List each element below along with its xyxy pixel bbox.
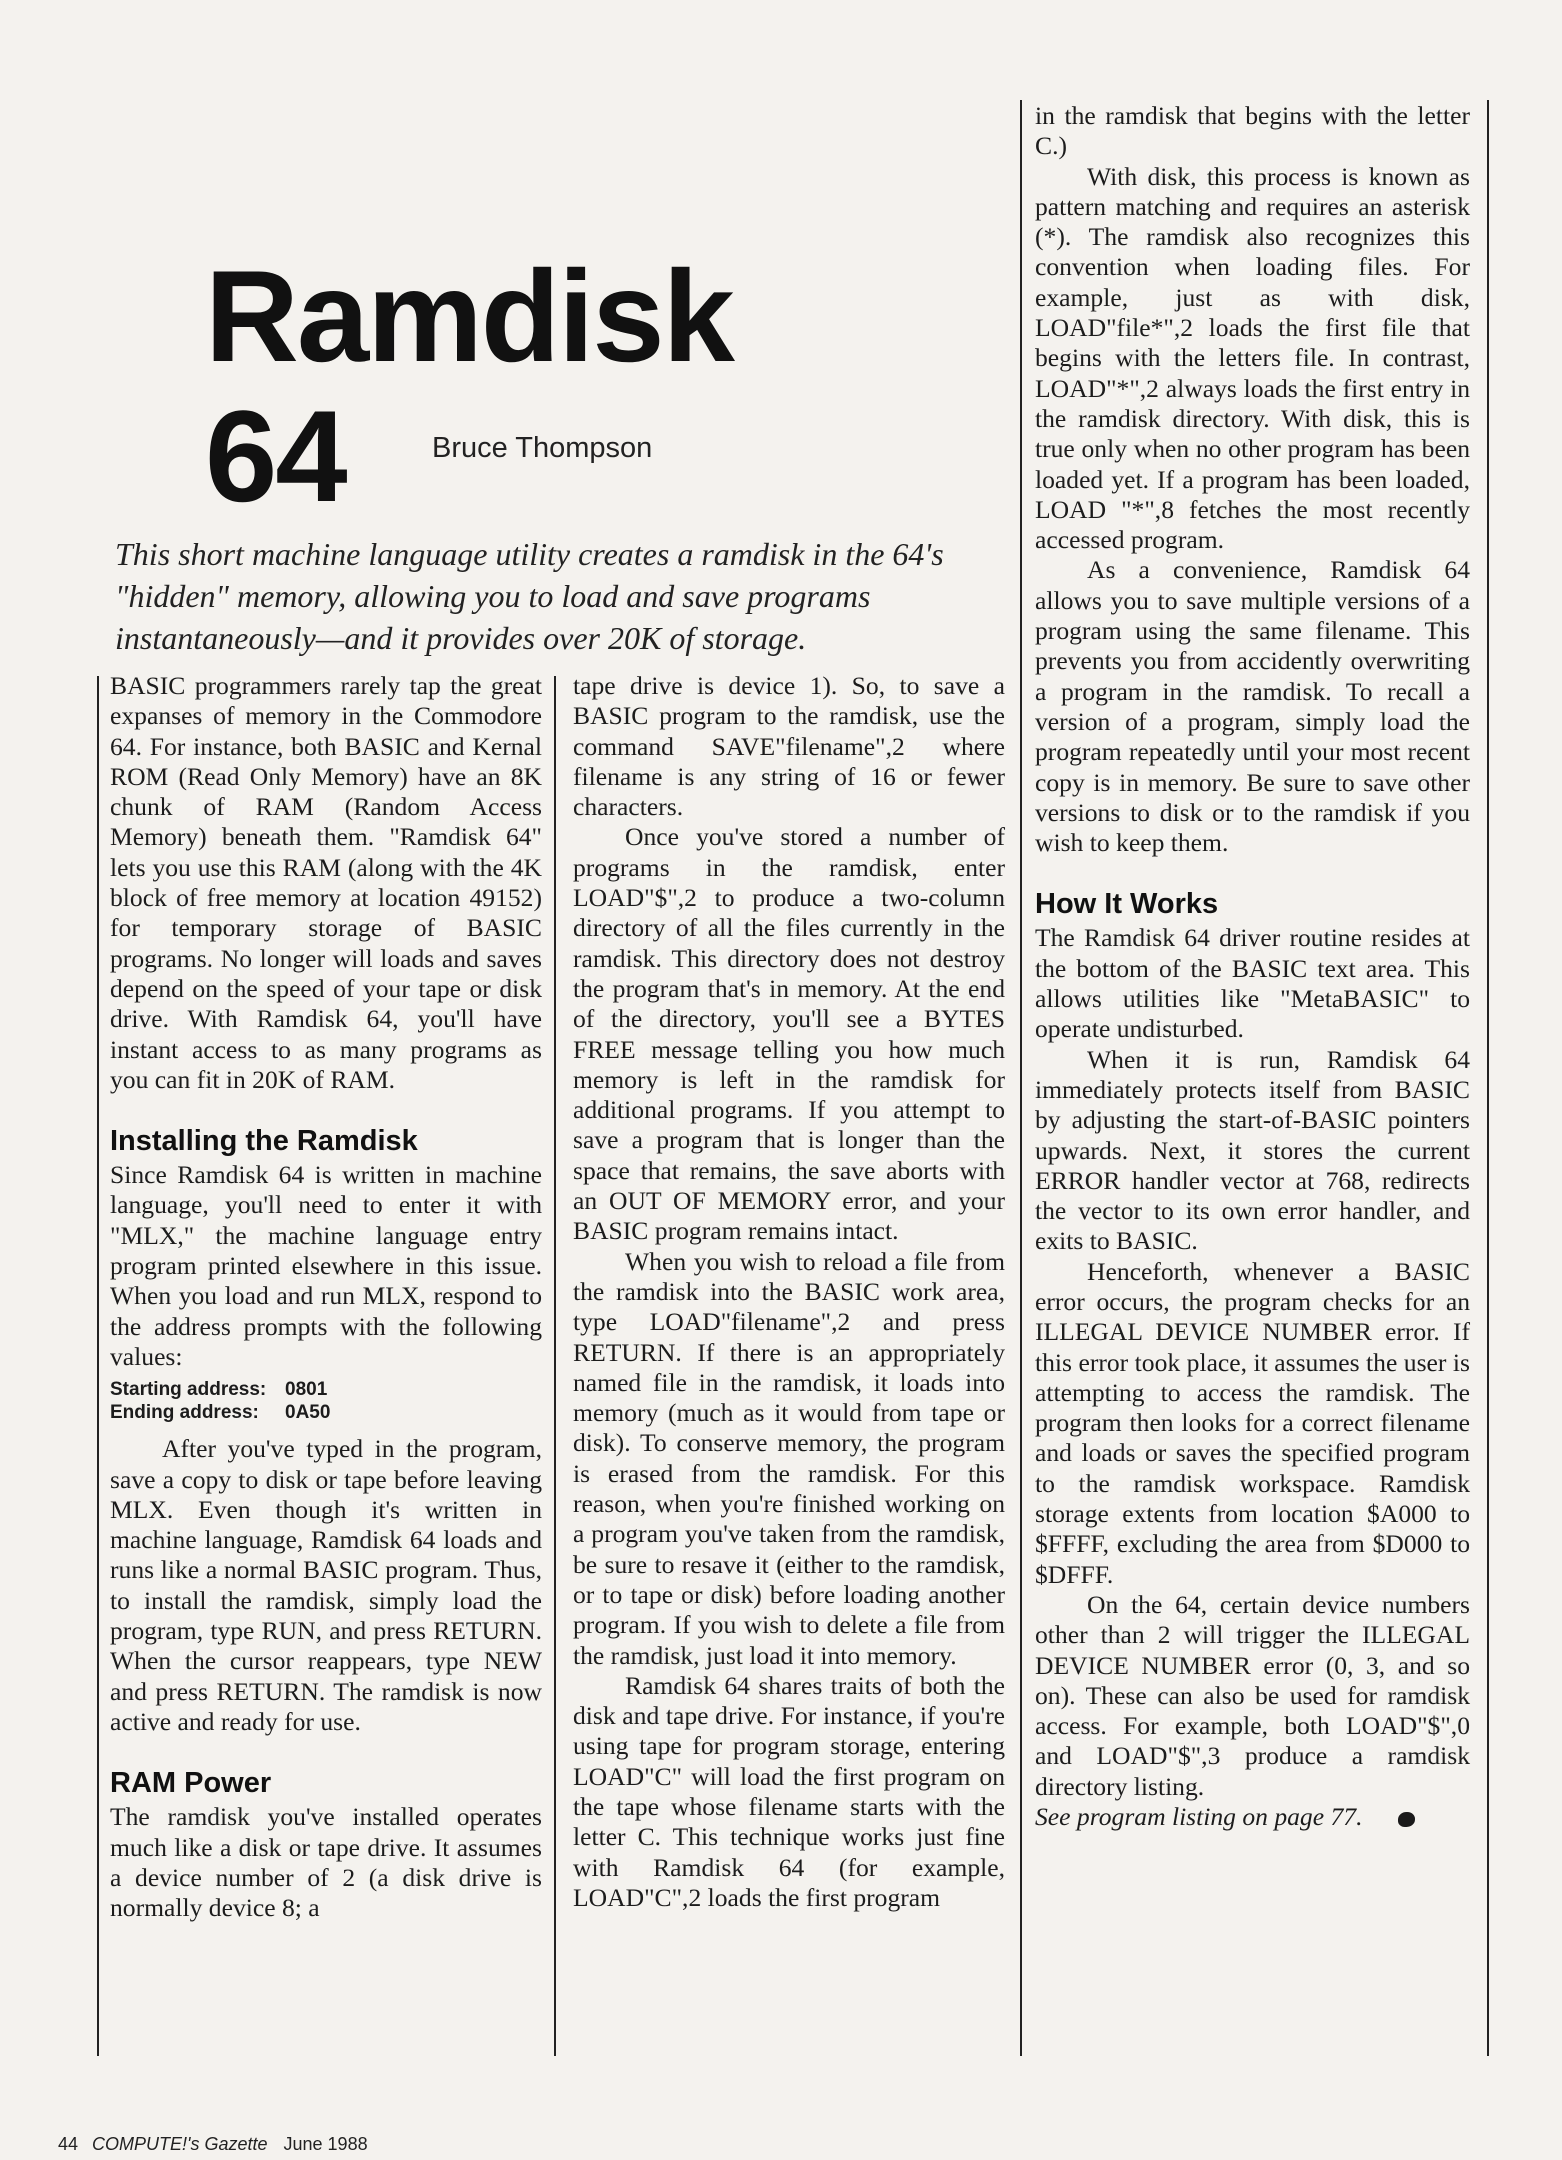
paragraph: The Ramdisk 64 driver routine resides at the bottom of the BASIC text area. This allows utilities like "MetaBASIC" to operate undisturbed. xyxy=(1035,923,1470,1044)
ending-address-value: 0A50 xyxy=(285,1402,331,1424)
ending-address-label: Ending address: xyxy=(110,1402,259,1424)
text-column-2 xyxy=(573,671,1005,1913)
starting-address-value: 0801 xyxy=(285,1379,328,1401)
paragraph: in the ramdisk that begins with the letter C.) xyxy=(1035,101,1470,161)
page-number: 44 xyxy=(58,2134,79,2154)
article-dek: This short machine language utility creates a ramdisk in the 64's "hidden" memory, allowing you to load and save programs instantaneously—and it provides over 20K of storage. xyxy=(115,536,944,656)
paragraph: On the 64, certain device numbers other than 2 will trigger the ILLEGAL DEVICE NUMBER error (0, 3, and so on). These can also be used for ramdisk access. For example, both LOAD"$",0 and LOAD"$",3 produce a ramdisk directory listing. xyxy=(1035,1589,1470,1801)
paragraph: Ramdisk 64 shares traits of both the disk and tape drive. For instance, if you're using tape for program storage, entering LOAD"C" will load the first program on the tape whose filename starts with the letter C. This technique works just fine with Ramdisk 64 (for example, LOAD"C",2 loads the first program xyxy=(573,1670,1005,1912)
text-column-1 xyxy=(110,671,542,1923)
issue-date: June 1988 xyxy=(283,2134,368,2154)
paragraph: Once you've stored a number of programs in the ramdisk, enter LOAD"$",2 to produce a two-column directory of all the files currently in the ramdisk. This directory does not destroy the program that's in memory. At the end of the directory, you'll see a BYTES FREE message telling you how much memory is left in the ramdisk for additional programs. If you attempt to save a program that is longer than the space that remains, the save aborts with an OUT OF MEMORY error, and your BASIC program remains intact. xyxy=(573,822,1005,1246)
paragraph: Since Ramdisk 64 is written in machine language, you'll need to enter it with "MLX," the machine language entry program printed elsewhere in this issue. When you load and run MLX, respond to the address prompts with the following values: xyxy=(110,1160,542,1371)
section-heading-installing: Installing the Ramdisk xyxy=(110,1125,418,1158)
column-rule-left xyxy=(97,676,99,2056)
page-footer xyxy=(58,2134,558,2155)
column-rule-right xyxy=(1487,100,1489,2056)
paragraph: The ramdisk you've installed operates much like a disk or tape drive. It assumes a device number of 2 (a disk drive is normally device 8; a xyxy=(110,1802,542,1923)
program-listing-note: See program listing on page 77. xyxy=(1035,1802,1470,1832)
text-column-3 xyxy=(1035,101,1470,1832)
paragraph: With disk, this process is known as pattern matching and requires an asterisk (*). The ramdisk also recognizes this convention when loading files. For example, just as with disk, LOAD"file*",2 loads the first file that begins with the letters file. In contrast, LOAD"*",2 always loads the first entry in the ramdisk directory. With disk, this is true only when no other program has been loaded yet. If a program has been loaded, LOAD "*",8 fetches the most recently accessed program. xyxy=(1035,161,1470,555)
paragraph: When it is run, Ramdisk 64 immediately protects itself from BASIC by adjusting the start-of-BASIC pointers upwards. Next, it stores the current ERROR handler vector at 768, redirects the vector to its own error handler, and exits to BASIC. xyxy=(1035,1044,1470,1256)
paragraph: After you've typed in the program, save a copy to disk or tape before leaving MLX. Even though it's written in machine language, Ramdisk 64 loads and runs like a normal BASIC program. Thus, to install the ramdisk, simply load the program, type RUN, and press RETURN. When the cursor reappears, type NEW and press RETURN. The ramdisk is now active and ready for use. xyxy=(110,1434,542,1736)
paragraph: tape drive is device 1). So, to save a BASIC program to the ramdisk, use the command SAVE"filename",2 where filename is any string of 16 or fewer characters. xyxy=(573,671,1005,822)
section-heading-ram-power: RAM Power xyxy=(110,1767,272,1800)
paragraph: As a convenience, Ramdisk 64 allows you to save multiple versions of a program using the same filename. This prevents you from accidently overwriting a program in the ramdisk. To recall a version of a program, simply load the program repeatedly until your most recent copy is in memory. Be sure to save other versions to disk or to the ramdisk if you wish to keep them. xyxy=(1035,555,1470,858)
paragraph: Henceforth, whenever a BASIC error occurs, the program checks for an ILLEGAL DEVICE NUMBER error. If this error took place, it assumes the user is attempting to access the ramdisk. The program then looks for a correct filename and loads or saves the specified program to the ramdisk workspace. Ramdisk storage extents from location $A000 to $FFFF, excluding the area from $D000 to $DFFF. xyxy=(1035,1256,1470,1589)
article-title: Ramdisk 64 xyxy=(205,243,733,529)
column-rule-middle xyxy=(1020,100,1022,2056)
paragraph: When you wish to reload a file from the ramdisk into the BASIC work area, type LOAD"filename",2 and press RETURN. If there is an appropriately named file in the ramdisk, it loads into memory (much as it would from tape or disk). To conserve memory, the program is erased from the ramdisk. For this reason, when you're finished working on a program you've taken from the ramdisk, be sure to resave it (either to the ramdisk, or to tape or disk) before loading another program. If you wish to delete a file from the ramdisk, just load it into memory. xyxy=(573,1246,1005,1670)
address-values xyxy=(110,1378,542,1424)
end-mark-icon xyxy=(1398,1812,1415,1827)
paragraph: BASIC programmers rarely tap the great expanses of memory in the Commodore 64. For instance, both BASIC and Kernal ROM (Read Only Memory) have an 8K chunk of RAM (Random Access Memory) beneath them. "Ramdisk 64" lets you use this RAM (along with the 4K block of free memory at location 49152) for temporary storage of BASIC programs. No longer will loads and saves depend on the speed of your tape or disk drive. With Ramdisk 64, you'll have instant access to as many programs as you can fit in 20K of RAM. xyxy=(110,671,542,1094)
section-heading-how-it-works: How It Works xyxy=(1035,888,1219,921)
column-rule-center xyxy=(554,676,556,2056)
magazine-name: COMPUTE!'s Gazette xyxy=(92,2134,268,2154)
starting-address-label: Starting address: xyxy=(110,1379,267,1401)
author-byline: Bruce Thompson xyxy=(432,432,653,464)
